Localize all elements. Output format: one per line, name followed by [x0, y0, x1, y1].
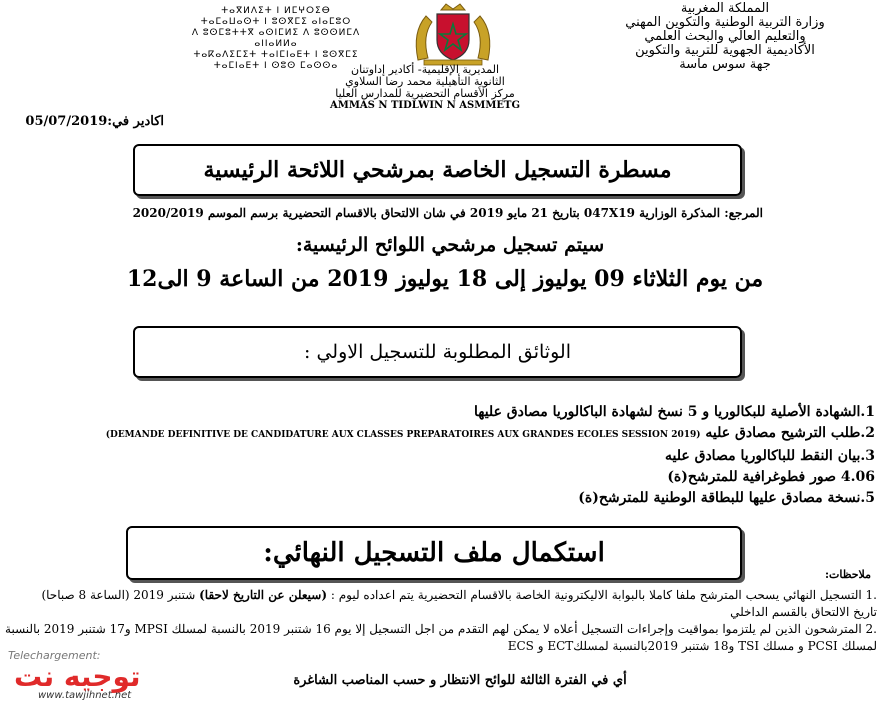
ministry-line: المملكة المغربية [680, 1, 770, 16]
tifinagh-line: ⴷ ⵓⵙⵎⵓⵜⵜⴳ ⴰⵙⵏⵎⵍⵉ ⴷ ⵓⵙⵙⵍⵎⴷ ⴰⵏⵏⴰⵍⵍⴰ [191, 28, 361, 49]
note-emphasis: (سيعلن عن التاريخ لاحقا) [199, 588, 328, 602]
ministry-line: الأكاديمية الجهوية للتربية والتكوين [635, 43, 815, 58]
page-title: مسطرة التسجيل الخاصة بمرشحي اللائحة الرئيسية [203, 157, 672, 183]
title-box [133, 144, 742, 196]
school-line: مركز الأقسام التحضيرية للمدارس العليا [335, 87, 515, 100]
item-number: 3. [860, 448, 875, 464]
list-item [35, 423, 875, 446]
tifinagh-header [176, 6, 376, 72]
school-line: المديرية الإقليمية- أكادير إداوتنان [350, 63, 500, 76]
note-number: .1 [865, 588, 877, 602]
registration-heading: سيتم تسجيل مرشحي اللوائح الرئيسية: [295, 234, 605, 256]
school-latin-name: AMMAS N TIDLWIN N ASMMETG [330, 100, 520, 111]
final-registration-heading: استكمال ملف التسجيل النهائي: [263, 538, 605, 568]
item-number: 4. [840, 469, 856, 485]
school-line: الثانوية التأهيلية محمد رضا السلاوي [345, 75, 505, 88]
school-header [300, 64, 550, 100]
note-line: لمسلك PCSI و مسلك TSI و18 شتنبر 2019بالنسبة لمسلكECT و ECS [507, 639, 877, 653]
reference-line: المرجع: المذكرة الوزارية 047X19 بتاريخ 21 مايو 2019 في شان الالتحاق بالاقسام التحضيرية برسم الموسم 2020/2019 [132, 206, 763, 220]
list-item [35, 446, 875, 467]
ministry-line: وزارة التربية الوطنية والتكوين المهني [625, 15, 825, 30]
note-text: شتنبر 2019 (الساعة 8 صباحا) [41, 588, 200, 602]
note-line [7, 587, 877, 604]
list-item [35, 488, 875, 509]
watermark-label: Telechargement: [8, 649, 101, 662]
final-line: أي في الفترة الثالثة للوائح الانتظار و حسب المناصب الشاغرة [293, 673, 627, 688]
item-number: 5. [860, 490, 875, 506]
watermark-url[interactable]: www.tawjihnet.net [38, 690, 132, 701]
item-text: بيان النقط للباكالوريا مصادق عليه [664, 448, 861, 464]
tifinagh-line: ⵜⴰⵎⴰⵡⴰⵙⵜ ⵏ ⵓⵙⴳⵎⵉ ⴰⵏⴰⵎⵓⵔ [200, 17, 352, 27]
item-french-note: (DEMANDE DEFINITIVE DE CANDIDATURE AUX CLASSES PREPARATOIRES AUX GRANDES ECOLES SESSION 2019) [105, 430, 701, 440]
note-line [7, 621, 877, 638]
note-number: .2 [865, 622, 877, 636]
note-text: المترشحون الذين لم يلتزموا بمواقيت وإجراءات التسجيل أعلاه لا يمكن لهم التقدم من اجل التسجيل إلا يوم 16 شتنبر 2019 بالنسبة لمسلك MPSI و17 شتنبر 2019 بالنسبة [5, 622, 862, 636]
documents-heading: الوثائق المطلوبة للتسجيل الاولي : [304, 341, 571, 363]
item-number: 1. [860, 404, 875, 420]
notes-list [7, 587, 877, 655]
item-number: 2. [860, 425, 875, 441]
document-date: اكادير في:05/07/2019 [25, 114, 164, 129]
list-item [35, 402, 875, 423]
notes-title: ملاحظات: [824, 568, 871, 581]
ministry-line: جهة سوس ماسة [679, 57, 771, 72]
tifinagh-line: ⵜⴰⴽⴰⴷⵉⵎⵉⵜ ⵜⴰⵏⵎⵏⴰⴹⵜ ⵏ ⵓⵙⴳⵎⵉ [193, 50, 359, 60]
documents-list [35, 402, 875, 509]
registration-dates: من يوم الثلاثاء 09 يوليوز إلى 18 يوليوز 2019 من الساعة 9 الى12 [126, 266, 764, 292]
note-text: التسجيل النهائي يسحب المترشح ملفا كاملا بالبوابة الاليكترونية الخاصة بالاقسام التحضيرية يتم اعداده ليوم : [327, 588, 862, 602]
item-text: 06 صور فطوغرافية للمترشح(ة) [667, 469, 875, 485]
watermark-logo: توجيه نت [14, 660, 141, 693]
ministry-header [575, 2, 875, 72]
coat-of-arms-icon [410, 2, 496, 66]
ministry-line: والتعليم العالي والبحث العلمي [644, 29, 806, 44]
final-registration-box [126, 526, 742, 580]
tifinagh-line: ⵜⴰⴳⵍⴷⵉⵜ ⵏ ⵍⵎⵖⵔⵉⴱ [221, 6, 331, 16]
item-text: نسخة مصادق عليها للبطاقة الوطنية للمترشح(ة) [578, 490, 861, 506]
list-item [35, 467, 875, 488]
note-line: تاريخ الالتحاق بالقسم الداخلي [730, 605, 877, 619]
item-text: طلب الترشيح مصادق عليه [705, 425, 861, 441]
item-text: الشهادة الأصلية للبكالوريا و 5 نسخ لشهادة الباكالوريا مصادق عليها [473, 404, 861, 420]
documents-box [133, 326, 742, 378]
tifinagh-line: ⵜⴰⵎⵏⴰⴹⵜ ⵏ ⵙⵓⵙ ⵎⴰⵙⵙⴰ [213, 61, 339, 71]
